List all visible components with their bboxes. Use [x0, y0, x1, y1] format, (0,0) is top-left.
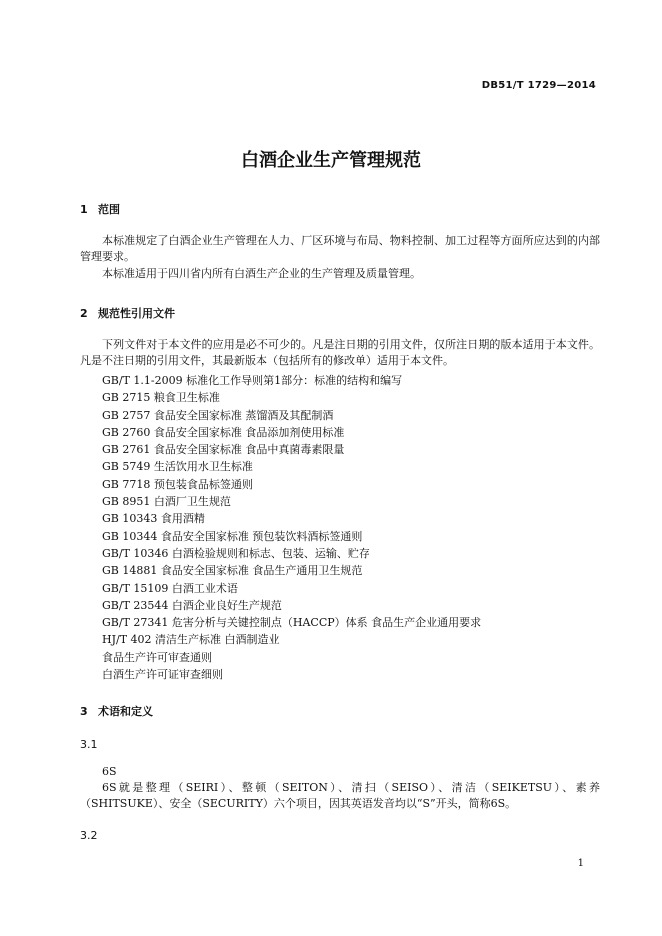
reference-item: GB 7718 预包装食品标签通则 — [102, 477, 253, 491]
reference-item: GB 2757 食品安全国家标准 蒸馏酒及其配制酒 — [102, 408, 334, 422]
reference-item: GB 2761 食品安全国家标准 食品中真菌毒素限量 — [102, 443, 345, 457]
term-6s: 6S — [102, 765, 117, 778]
reference-item: GB 5749 生活饮用水卫生标准 — [102, 460, 253, 474]
reference-list — [102, 372, 481, 683]
standard-code: DB51/T 1729—2014 — [481, 80, 596, 91]
section-3-heading — [80, 703, 153, 719]
reference-item: HJ/T 402 清洁生产标准 白酒制造业 — [102, 633, 280, 647]
section-3-number: 3 — [80, 705, 88, 718]
reference-item: GB/T 15109 白酒工业术语 — [102, 581, 238, 595]
reference-item: GB 8951 白酒厂卫生规范 — [102, 495, 231, 509]
section-3-title: 术语和定义 — [98, 705, 153, 718]
section-2-number: 2 — [80, 307, 88, 320]
reference-item: GB/T 10346 白酒检验规则和标志、包装、运输、贮存 — [102, 546, 370, 560]
section-1-paragraph-1: 本标准规定了白酒企业生产管理在人力、厂区环境与布局、物料控制、加工过程等方面所应达到的内部管理要求。 — [80, 234, 600, 263]
reference-item: GB/T 27341 危害分析与关键控制点（HACCP）体系 食品生产企业通用要求 — [102, 616, 482, 630]
reference-item: GB 14881 食品安全国家标准 食品生产通用卫生规范 — [102, 564, 363, 578]
section-2-title: 规范性引用文件 — [98, 307, 175, 320]
reference-item: 食品生产许可审查通则 — [102, 650, 212, 664]
document-title: 白酒企业生产管理规范 — [241, 150, 421, 171]
reference-item: GB/T 1.1-2009 标准化工作导则第1部分：标准的结构和编写 — [102, 374, 403, 387]
section-1-heading — [80, 201, 120, 217]
reference-item: 白酒生产许可证审查细则 — [102, 668, 223, 682]
reference-item: GB/T 23544 白酒企业良好生产规范 — [102, 598, 282, 612]
reference-item: GB 2760 食品安全国家标准 食品添加剂使用标准 — [102, 425, 345, 439]
section-2-heading — [80, 305, 175, 321]
reference-item: GB 10344 食品安全国家标准 预包装饮料酒标签通则 — [102, 529, 363, 543]
section-1-number: 1 — [80, 203, 88, 216]
section-2-intro: 下列文件对于本文件的应用是必不可少的。凡是注日期的引用文件，仅所注日期的版本适用于本文件。凡是不注日期的引用文件，其最新版本（包括所有的修改单）适用于本文件。 — [80, 338, 600, 367]
reference-item: GB 10343 食用酒精 — [102, 512, 205, 526]
clause-3-2-number: 3.2 — [80, 829, 98, 842]
clause-3-1-number: 3.1 — [80, 738, 98, 751]
page-number: 1 — [577, 858, 584, 869]
section-1-title: 范围 — [98, 203, 120, 216]
section-1-paragraph-2: 本标准适用于四川省内所有白酒生产企业的生产管理及质量管理。 — [102, 267, 421, 280]
reference-item: GB 2715 粮食卫生标准 — [102, 391, 220, 405]
definition-6s: 6S就是整理（SEIRI）、整顿（SEITON）、清扫（SEISO）、清洁（SEIKETSU）、素养（SHITSUKE）、安全（SECURITY）六个项目，因其英语发音均以“S”开头，简称6S。 — [80, 781, 600, 810]
